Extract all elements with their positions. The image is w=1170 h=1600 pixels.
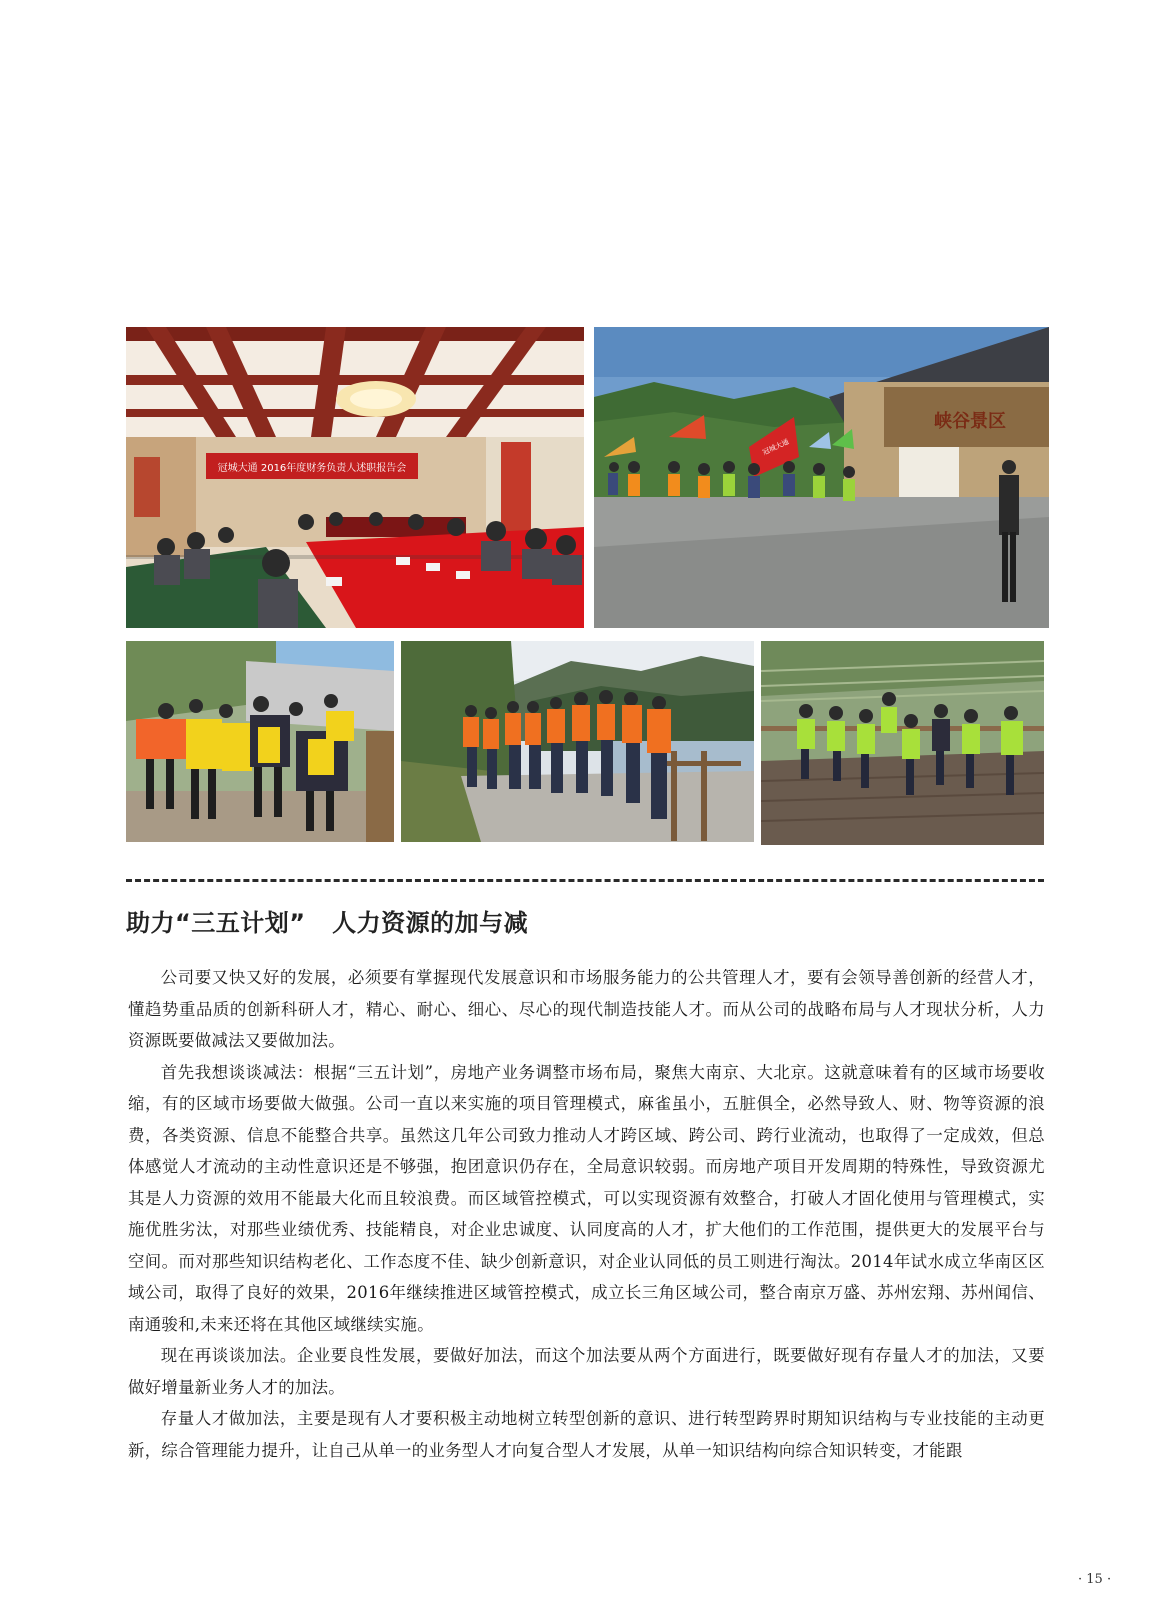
body-paragraph: 现在再谈谈加法。企业要良性发展，要做好加法，而这个加法要从两个方面进行，既要做好现有存量人才的加法，又要做好增量新业务人才的加法。 <box>128 1346 1045 1397</box>
meeting-photo <box>126 327 584 628</box>
article-heading: 助力“三五计划” 人力资源的加与减 <box>126 909 529 937</box>
boardwalk-group-photo <box>761 641 1044 845</box>
scenic-sign-text: 峡谷景区 <box>934 411 1006 432</box>
body-paragraph: 首先我想谈谈减法：根据“三五计划”，房地产业务调整市场布局，聚焦大南京、大北京。这就意味着有的区域市场要收缩，有的区域市场要做大做强。公司一直以来实施的项目管理模式，麻雀虽小，五脏俱全，必然导致人、财、物等资源的浪费，各类资源、信息不能整合共享。虽然这几年公司致力推动人才跨区域、跨公司、跨行业流动，也取得了一定成效，但总体感觉人才流动的主动性意识还是不够强，抱团意识仍存在，全局意识较弱。而房地产项目开发周期的特殊性，导致资源尤其是人力资源的效用不能最大化而且较浪费。而区域管控模式，可以实现资源有效整合，打破人才固化使用与管理模式，实施优胜劣汰，对那些业绩优秀、技能精良，对企业忠诚度、认同度高的人才，扩大他们的工作范围，提供更大的发展平台与空间。而对那些知识结构老化、工作态度不佳、缺少创新意识，对企业认同低的员工则进行淘汰。2014年试水成立华南区区域公司，取得了良好的效果，2016年继续推进区域管控模式，成立长三角区域公司，整合南京万盛、苏州宏翔、苏州闻信、南通骏和,未来还将在其他区域继续实施。 <box>128 1062 1045 1334</box>
scenic-gate-photo <box>594 327 1049 628</box>
article-body <box>128 962 1045 1466</box>
meeting-banner-text: 冠城大通 2016年度财务负责人述职报告会 <box>217 463 407 474</box>
page-number: · 15 · <box>1078 1572 1112 1587</box>
body-paragraph: 公司要又快又好的发展，必须要有掌握现代发展意识和市场服务能力的公共管理人才，要有会领导善创新的经营人才，懂趋势重品质的创新科研人才，精心、耐心、细心、尽心的现代制造技能人才。而从公司的战略布局与人才现状分析，人力资源既要做减法又要做加法。 <box>128 968 1045 1050</box>
body-paragraph: 存量人才做加法，主要是现有人才要积极主动地树立转型创新的意识、进行转型跨界时期知识结构与专业技能的主动更新，综合管理能力提升，让自己从单一的业务型人才向复合型人才发展，从单一知识结构向综合知识转变，才能跟 <box>128 1409 1045 1460</box>
group-pose-photo <box>126 641 394 842</box>
flag-text: 冠城大通 <box>761 437 791 457</box>
section-divider <box>126 879 1044 882</box>
lakeside-group-photo <box>401 641 754 842</box>
